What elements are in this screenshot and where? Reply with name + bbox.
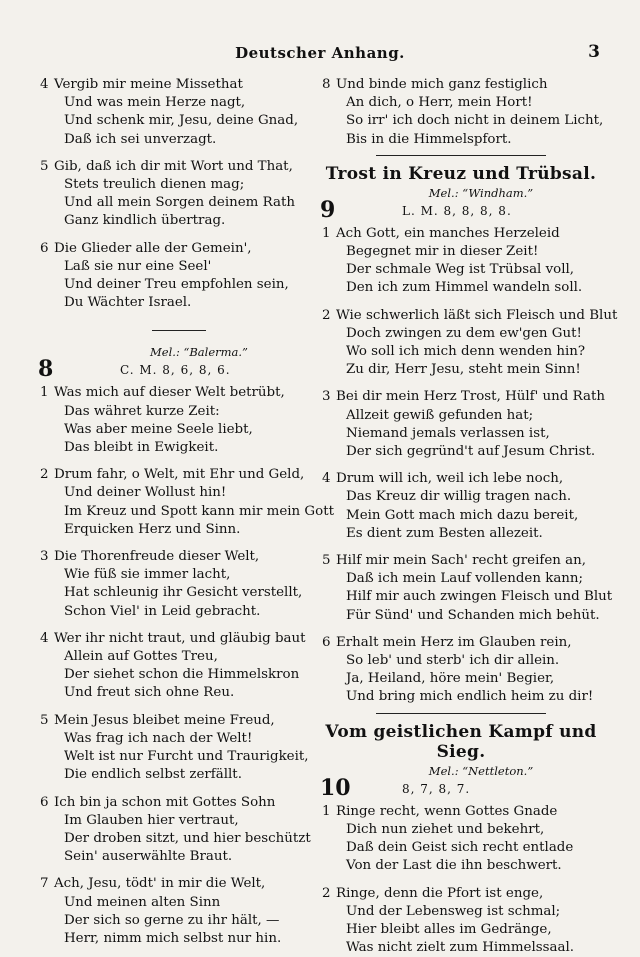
verse-text: Und all mein Sorgen deinem Rath xyxy=(64,195,295,210)
hymn-meter-row xyxy=(322,779,600,803)
verse-text: Der droben sitzt, und hier beschützt xyxy=(64,831,311,846)
verse-text: Drum fahr, o Welt, mit Ehr und Geld, xyxy=(54,467,304,482)
verse-text: Was aber meine Seele liebt, xyxy=(64,422,253,437)
verse-line xyxy=(322,939,600,957)
verse-number: 8 xyxy=(322,76,336,94)
verse-line xyxy=(322,857,600,875)
verse-line xyxy=(40,294,318,312)
verse-text: Hilf mir mein Sach' recht greifen an, xyxy=(336,553,586,568)
verse-line xyxy=(322,361,600,379)
verse-text: Erhalt mein Herz im Glauben rein, xyxy=(336,635,572,650)
verse-text: Du Wächter Israel. xyxy=(64,295,191,310)
verse-text: Und freut sich ohne Reu. xyxy=(64,685,234,700)
verse-text: Mein Jesus bleibet meine Freud, xyxy=(54,713,275,728)
verse-line xyxy=(40,666,318,684)
verse-number: 1 xyxy=(322,803,336,821)
verse-line xyxy=(40,548,318,566)
hymn-meter: L. M. 8, 8, 8, 8. xyxy=(402,204,512,218)
verse xyxy=(322,307,600,380)
verse-text: Daß ich mein Lauf vollenden kann; xyxy=(346,571,583,586)
verse-line xyxy=(40,484,318,502)
verse-text: Wer ihr nicht traut, und gläubig baut xyxy=(54,631,306,646)
verse-text: Und was mein Herze nagt, xyxy=(64,95,245,110)
verse xyxy=(40,875,318,948)
verse-text: Dich nun ziehet und bekehrt, xyxy=(346,822,544,837)
verse-line xyxy=(40,630,318,648)
verse-line xyxy=(322,470,600,488)
verse-line xyxy=(322,279,600,297)
verse-line xyxy=(40,930,318,948)
verse-line xyxy=(322,552,600,570)
verse-line xyxy=(322,307,600,325)
verse xyxy=(322,885,600,957)
verse-line xyxy=(322,803,600,821)
verse-text: Ringe recht, wenn Gottes Gnade xyxy=(336,804,557,819)
verse-text: Was frag ich nach der Welt! xyxy=(64,731,252,746)
verse-text: Wie füß sie immer lacht, xyxy=(64,567,230,582)
verse-text: Das währet kurze Zeit: xyxy=(64,404,220,419)
verse-number: 5 xyxy=(40,158,54,176)
verse xyxy=(40,76,318,149)
verse-text: Zu dir, Herr Jesu, steht mein Sinn! xyxy=(346,362,581,377)
verse-text: Ach, Jesu, tödt' in mir die Welt, xyxy=(54,876,265,891)
verse xyxy=(40,548,318,621)
verse xyxy=(40,630,318,703)
verse-text: Das Kreuz dir willig tragen nach. xyxy=(346,489,571,504)
verse-line xyxy=(322,570,600,588)
verse-text: Bei dir mein Herz Trost, Hülf' und Rath xyxy=(336,389,605,404)
verse-line xyxy=(40,812,318,830)
verse-line xyxy=(322,921,600,939)
verse-text: Und schenk mir, Jesu, deine Gnad, xyxy=(64,113,298,128)
verse-text: Allzeit gewiß gefunden hat; xyxy=(346,408,533,423)
verse-text: Was nicht zielt zum Himmelssaal. xyxy=(346,940,574,955)
verse-line xyxy=(40,684,318,702)
verse-number: 6 xyxy=(40,240,54,258)
verse-line xyxy=(40,584,318,602)
verse-line xyxy=(322,407,600,425)
hymn-meter: C. M. 8, 6, 8, 6. xyxy=(120,363,231,377)
verse-number: 2 xyxy=(322,307,336,325)
verse-line xyxy=(40,848,318,866)
verse-text: Ja, Heiland, höre mein' Begier, xyxy=(346,671,554,686)
verse-number: 2 xyxy=(322,885,336,903)
verse-number: 3 xyxy=(322,388,336,406)
verse-line xyxy=(322,94,600,112)
verse-text: So leb' und sterb' ich dir allein. xyxy=(346,653,559,668)
verse-line xyxy=(40,748,318,766)
verse-text: Laß sie nur eine Seel' xyxy=(64,259,211,274)
verse-line xyxy=(322,885,600,903)
section-title: Vom geistlichen Kampf und Sieg. xyxy=(322,722,600,762)
verse-line xyxy=(322,76,600,94)
verse-line xyxy=(322,525,600,543)
verse-line xyxy=(40,466,318,484)
verse-text: Erquicken Herz und Sinn. xyxy=(64,522,240,537)
section-rule xyxy=(376,155,546,156)
verse-line xyxy=(40,830,318,848)
verse xyxy=(40,794,318,867)
hymn-meter-row xyxy=(40,360,318,384)
verse-text: Und deiner Wollust hin! xyxy=(64,485,226,500)
verse-text: Daß dein Geist sich recht entlade xyxy=(346,840,573,855)
verse xyxy=(40,466,318,539)
verse-line xyxy=(40,112,318,130)
verse-text: Und der Lebensweg ist schmal; xyxy=(346,904,560,919)
hymn-number: 10 xyxy=(320,775,351,801)
left-top-verses xyxy=(40,76,318,312)
verse-line xyxy=(40,258,318,276)
hymn-number: 8 xyxy=(38,356,53,382)
hymn-number: 9 xyxy=(320,197,335,223)
verse-text: Der schmale Weg ist Trübsal voll, xyxy=(346,262,574,277)
verse-text: Und meinen alten Sinn xyxy=(64,895,220,910)
verse-line xyxy=(322,261,600,279)
verse-line xyxy=(40,894,318,912)
verse-line xyxy=(322,325,600,343)
verse-line xyxy=(322,607,600,625)
verse xyxy=(322,76,600,149)
verse-line xyxy=(40,403,318,421)
hymn-10-verses xyxy=(322,803,600,957)
verse xyxy=(322,388,600,461)
verse-text: Es dient zum Besten allezeit. xyxy=(346,526,543,541)
verse-text: Welt ist nur Furcht und Traurigkeit, xyxy=(64,749,309,764)
verse-text: Sein' auserwählte Braut. xyxy=(64,849,232,864)
verse-text: Den ich zum Himmel wandeln soll. xyxy=(346,280,582,295)
verse xyxy=(322,634,600,707)
verse-line xyxy=(40,730,318,748)
verse-number: 5 xyxy=(322,552,336,570)
verse-text: Von der Last die ihn beschwert. xyxy=(346,858,562,873)
verse-text: Stets treulich dienen mag; xyxy=(64,177,244,192)
verse-text: Begegnet mir in dieser Zeit! xyxy=(346,244,538,259)
verse-text: Doch zwingen zu dem ew'gen Gut! xyxy=(346,326,582,341)
verse-text: Hat schleunig ihr Gesicht verstellt, xyxy=(64,585,302,600)
verse-line xyxy=(40,794,318,812)
verse-line xyxy=(40,384,318,402)
verse-line xyxy=(40,240,318,258)
right-column xyxy=(322,76,600,957)
verse-number: 2 xyxy=(40,466,54,484)
verse xyxy=(40,384,318,457)
verse-line xyxy=(40,648,318,666)
verse-text: Die endlich selbst zerfällt. xyxy=(64,767,242,782)
verse-text: Herr, nimm mich selbst nur hin. xyxy=(64,931,281,946)
verse-text: Ringe, denn die Pfort ist enge, xyxy=(336,886,543,901)
verse-text: Und binde mich ganz festiglich xyxy=(336,77,548,92)
verse-line xyxy=(322,652,600,670)
verse-line xyxy=(40,521,318,539)
verse-text: Hilf mir auch zwingen Fleisch und Blut xyxy=(346,589,612,604)
verse-text: An dich, o Herr, mein Hort! xyxy=(346,95,533,110)
verse-text: Der siehet schon die Himmelskron xyxy=(64,667,299,682)
hymn-meter: 8, 7, 8, 7. xyxy=(402,782,470,796)
section-rule xyxy=(376,713,546,714)
hymn-meter-row xyxy=(322,201,600,225)
verse-text: Im Glauben hier vertraut, xyxy=(64,813,239,828)
verse-line xyxy=(40,76,318,94)
verse-text: Was mich auf dieser Welt betrübt, xyxy=(54,385,285,400)
verse-line xyxy=(322,634,600,652)
verse xyxy=(40,158,318,231)
verse-text: Das bleibt in Ewigkeit. xyxy=(64,440,218,455)
left-column xyxy=(40,76,318,948)
page-number: 3 xyxy=(588,42,600,62)
hymn-9-verses xyxy=(322,225,600,707)
verse-line xyxy=(40,176,318,194)
verse xyxy=(322,803,600,876)
section-title: Trost in Kreuz und Trübsal. xyxy=(322,164,600,184)
verse-line xyxy=(322,131,600,149)
verse-text: Und deiner Treu empfohlen sein, xyxy=(64,277,289,292)
verse-line xyxy=(40,712,318,730)
verse xyxy=(322,225,600,298)
right-top-verses xyxy=(322,76,600,149)
melody-label: Mel.: “Windham.” xyxy=(362,186,600,201)
verse-line xyxy=(322,443,600,461)
verse xyxy=(40,240,318,313)
verse-line xyxy=(40,439,318,457)
verse-text: Für Sünd' und Schanden mich behüt. xyxy=(346,608,600,623)
verse-number: 5 xyxy=(40,712,54,730)
verse-line xyxy=(40,94,318,112)
verse-line xyxy=(322,388,600,406)
verse-text: Vergib mir meine Missethat xyxy=(54,77,243,92)
verse-text: Die Glieder alle der Gemein', xyxy=(54,241,252,256)
verse-line xyxy=(322,225,600,243)
verse-text: Wie schwerlich läßt sich Fleisch und Blut xyxy=(336,308,617,323)
verse-line xyxy=(322,507,600,525)
verse-text: Im Kreuz und Spott kann mir mein Gott xyxy=(64,504,334,519)
verse-line xyxy=(322,425,600,443)
verse-line xyxy=(40,194,318,212)
verse-line xyxy=(40,503,318,521)
verse-text: Ganz kindlich übertrag. xyxy=(64,213,225,228)
verse-number: 1 xyxy=(40,384,54,402)
verse-line xyxy=(322,688,600,706)
verse-text: So irr' ich doch nicht in deinem Licht, xyxy=(346,113,603,128)
verse-text: Der sich so gerne zu ihr hält, — xyxy=(64,913,279,928)
verse-text: Bis in die Himmelspfort. xyxy=(346,132,512,147)
verse-line xyxy=(322,112,600,130)
verse-line xyxy=(322,243,600,261)
melody-label: Mel.: “Nettleton.” xyxy=(362,764,600,779)
verse-line xyxy=(322,488,600,506)
hymn-8-verses xyxy=(40,384,318,948)
verse-number: 6 xyxy=(40,794,54,812)
verse-text: Wo soll ich mich denn wenden hin? xyxy=(346,344,585,359)
verse-line xyxy=(322,903,600,921)
verse-text: Hier bleibt alles im Gedränge, xyxy=(346,922,552,937)
verse-text: Allein auf Gottes Treu, xyxy=(64,649,218,664)
verse-text: Der sich gegründ't auf Jesum Christ. xyxy=(346,444,595,459)
verse-line xyxy=(40,875,318,893)
verse-line xyxy=(40,421,318,439)
verse-line xyxy=(40,158,318,176)
verse-line xyxy=(40,603,318,621)
verse-text: Drum will ich, weil ich lebe noch, xyxy=(336,471,563,486)
melody-label: Mel.: “Balerma.” xyxy=(80,345,318,360)
verse-line xyxy=(40,912,318,930)
verse xyxy=(40,712,318,785)
verse xyxy=(322,552,600,625)
verse-text: Und bring mich endlich heim zu dir! xyxy=(346,689,593,704)
verse xyxy=(322,470,600,543)
verse-line xyxy=(322,839,600,857)
verse-number: 3 xyxy=(40,548,54,566)
verse-line xyxy=(322,821,600,839)
verse-line xyxy=(322,343,600,361)
verse-text: Mein Gott mach mich dazu bereit, xyxy=(346,508,578,523)
verse-text: Schon Viel' in Leid gebracht. xyxy=(64,604,260,619)
verse-number: 4 xyxy=(322,470,336,488)
verse-line xyxy=(40,212,318,230)
verse-number: 6 xyxy=(322,634,336,652)
verse-number: 4 xyxy=(40,76,54,94)
verse-line xyxy=(40,566,318,584)
verse-line xyxy=(40,276,318,294)
verse-number: 4 xyxy=(40,630,54,648)
verse-text: Niemand jemals verlassen ist, xyxy=(346,426,550,441)
verse-line xyxy=(322,588,600,606)
verse-number: 1 xyxy=(322,225,336,243)
verse-number: 7 xyxy=(40,875,54,893)
verse-text: Ich bin ja schon mit Gottes Sohn xyxy=(54,795,275,810)
page-header-title: Deutscher Anhang. xyxy=(0,44,640,62)
verse-line xyxy=(40,766,318,784)
verse-text: Daß ich sei unverzagt. xyxy=(64,132,216,147)
verse-line xyxy=(322,670,600,688)
verse-line xyxy=(40,131,318,149)
verse-text: Die Thorenfreude dieser Welt, xyxy=(54,549,259,564)
verse-text: Gib, daß ich dir mit Wort und That, xyxy=(54,159,293,174)
verse-text: Ach Gott, ein manches Herzeleid xyxy=(336,226,560,241)
section-divider xyxy=(152,330,206,331)
